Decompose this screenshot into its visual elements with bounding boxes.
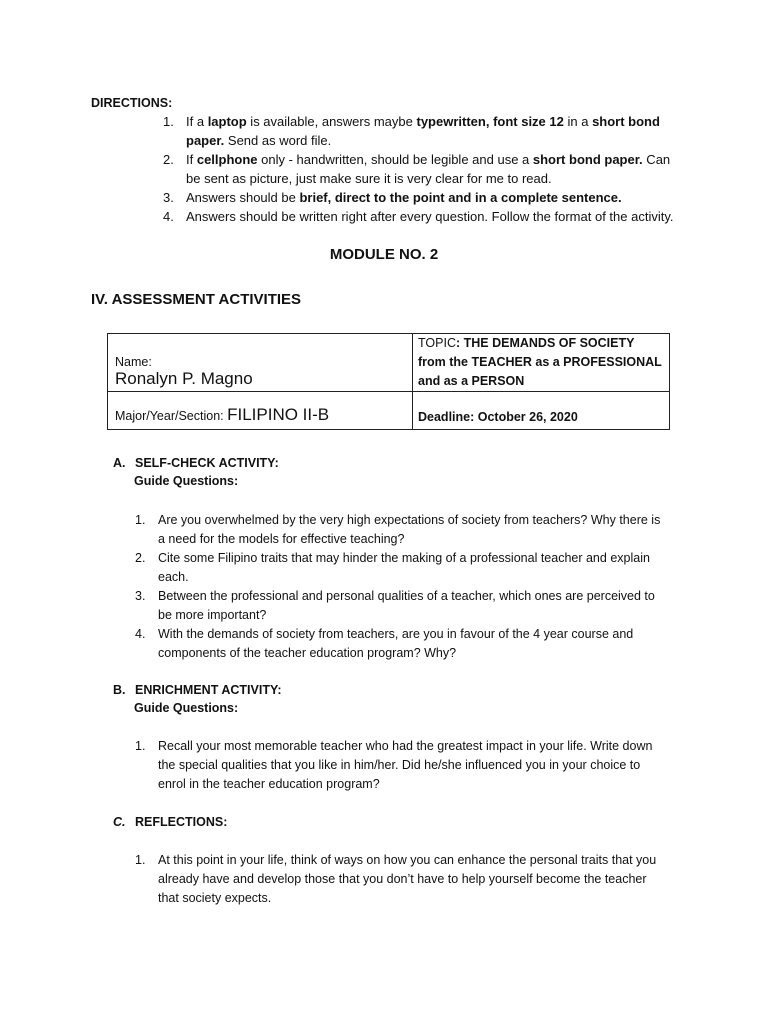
- directions-list: [163, 112, 686, 226]
- question-item: [135, 549, 668, 587]
- question-number: 3.: [135, 589, 146, 603]
- question-number: 1.: [135, 853, 146, 867]
- direction-item: [163, 188, 686, 207]
- direction-text: If: [186, 152, 197, 167]
- section-b-title: ENRICHMENT ACTIVITY:: [135, 683, 282, 697]
- question-item: [135, 587, 668, 625]
- major-cell: [108, 392, 413, 430]
- direction-text: in a: [563, 114, 593, 129]
- direction-number: 1.: [163, 114, 174, 129]
- name-cell: [108, 334, 413, 392]
- question-item: [135, 737, 668, 794]
- question-text: Recall your most memorable teacher who had the greatest impact in your life. Write down the special qualities that you like in him/her. Did he/she influenced you in your choice to enrol in the teacher education program?: [158, 739, 653, 791]
- section-c-questions: [135, 851, 668, 908]
- question-item: [135, 625, 668, 663]
- module-title: MODULE NO. 2: [329, 246, 439, 263]
- direction-text: Send as word file.: [224, 133, 332, 148]
- name-value: Ronalyn P. Magno: [115, 369, 253, 388]
- direction-number: 2.: [163, 152, 174, 167]
- question-number: 1.: [135, 739, 146, 753]
- major-label: Major/Year/Section:: [115, 409, 228, 423]
- deadline-cell: [413, 392, 670, 430]
- topic-label: TOPIC: [418, 336, 456, 350]
- direction-number: 4.: [163, 209, 174, 224]
- section-c-letter: C.: [113, 815, 126, 829]
- directions-label: DIRECTIONS:: [91, 96, 173, 110]
- direction-text: Answers should be written right after every question. Follow the format of the activity.: [186, 209, 674, 224]
- direction-text: cellphone: [196, 152, 258, 167]
- section-a-title: SELF-CHECK ACTIVITY:: [135, 456, 279, 470]
- question-number: 1.: [135, 513, 146, 527]
- section-b-guide: Guide Questions:: [134, 701, 239, 715]
- question-number: 2.: [135, 551, 146, 565]
- question-text: Are you overwhelmed by the very high expectations of society from teachers? Why there is a need for the models for effective teaching?: [158, 513, 661, 546]
- topic-value: : THE DEMANDS OF SOCIETY from the TEACHER as a PROFESSIONAL and as a PERSON: [418, 336, 662, 388]
- direction-text: laptop: [207, 114, 247, 129]
- deadline-text: Deadline: October 26, 2020: [418, 410, 578, 424]
- direction-item: [163, 112, 686, 150]
- direction-text: brief, direct to the point and in a complete sentence.: [299, 190, 622, 205]
- section-b-questions: [135, 737, 668, 794]
- direction-item: [163, 150, 686, 188]
- direction-text: is available, answers maybe: [246, 114, 417, 129]
- question-text: At this point in your life, think of ways on how you can enhance the personal traits that you already have and develop those that you don’t have to help yourself become the teacher that society expects.: [158, 853, 657, 905]
- section-a-guide: Guide Questions:: [134, 474, 239, 488]
- direction-text: only - handwritten, should be legible and use a: [257, 152, 533, 167]
- question-item: [135, 851, 668, 908]
- direction-number: 3.: [163, 190, 174, 205]
- direction-text: short bond paper.: [532, 152, 643, 167]
- student-info-table: [107, 333, 670, 430]
- name-label: Name:: [115, 355, 152, 369]
- direction-text: Can be sent as picture, just make sure it is very clear for me to read.: [186, 152, 671, 186]
- question-number: 4.: [135, 627, 146, 641]
- direction-text: If a: [186, 114, 208, 129]
- section-b-letter: B.: [113, 683, 126, 697]
- question-item: [135, 511, 668, 549]
- direction-text: Answers should be: [186, 190, 300, 205]
- section-title: IV. ASSESSMENT ACTIVITIES: [91, 291, 302, 308]
- question-text: With the demands of society from teachers, are you in favour of the 4 year course and components of the teacher education program? Why?: [158, 627, 634, 660]
- section-c-title: REFLECTIONS:: [135, 815, 228, 829]
- topic-cell: [413, 334, 670, 392]
- direction-text: typewritten, font size 12: [416, 114, 564, 129]
- question-text: Cite some Filipino traits that may hinder the making of a professional teacher and explain each.: [158, 551, 650, 584]
- section-a-questions: [135, 511, 668, 663]
- question-text: Between the professional and personal qualities of a teacher, which ones are perceived to be more important?: [158, 589, 655, 622]
- direction-text: short bond paper.: [186, 114, 660, 148]
- direction-item: [163, 207, 686, 226]
- major-value: FILIPINO II-B: [227, 405, 330, 424]
- section-a-letter: A.: [113, 456, 126, 470]
